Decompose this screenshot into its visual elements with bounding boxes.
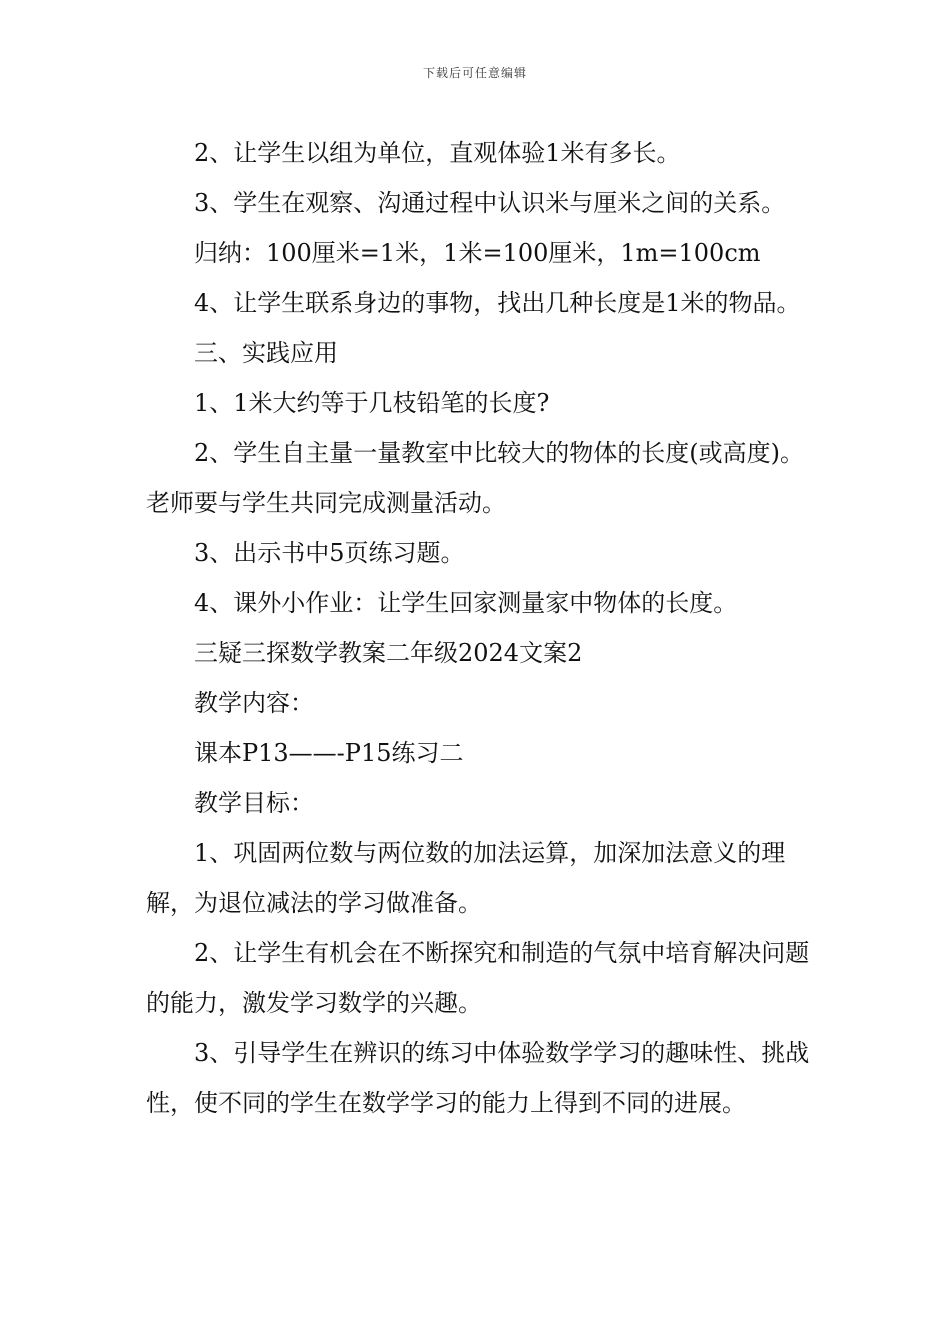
paragraph: 4、课外小作业：让学生回家测量家中物体的长度。: [194, 589, 738, 617]
paragraph: 4、让学生联系身边的事物，找出几种长度是1米的物品。: [194, 289, 801, 317]
section-heading: 教学内容：: [194, 689, 314, 717]
paragraph: 2、让学生以组为单位，直观体验1米有多长。: [194, 139, 681, 167]
paragraph: 2、让学生有机会在不断探究和制造的气氛中培育解决问题的能力，激发学习数学的兴趣。: [146, 939, 810, 1017]
page-header: 下载后可任意编辑: [422, 66, 527, 80]
paragraph: 2、学生自主量一量教室中比较大的物体的长度(或高度)。老师要与学生共同完成测量活动。: [146, 439, 804, 517]
paragraph: 1、1米大约等于几枝铅笔的长度?: [194, 389, 550, 417]
paragraph: 3、学生在观察、沟通过程中认识米与厘米之间的关系。: [194, 189, 786, 217]
paragraph: 1、巩固两位数与两位数的加法运算，加深加法意义的理解，为退位减法的学习做准备。: [146, 839, 786, 917]
paragraph: 3、出示书中5页练习题。: [194, 539, 465, 567]
section-heading: 三、实践应用: [194, 339, 338, 367]
document-body: [146, 128, 810, 1128]
document-title: 三疑三探数学教案二年级2024文案2: [194, 639, 583, 667]
section-heading: 教学目标：: [194, 789, 314, 817]
paragraph: 课本P13——-P15练习二: [194, 739, 464, 767]
paragraph: 归纳：100厘米=1米，1米=100厘米，1m=100cm: [194, 239, 761, 267]
paragraph: 3、引导学生在辨识的练习中体验数学学习的趣味性、挑战性，使不同的学生在数学学习的能力上得到不同的进展。: [146, 1039, 810, 1117]
